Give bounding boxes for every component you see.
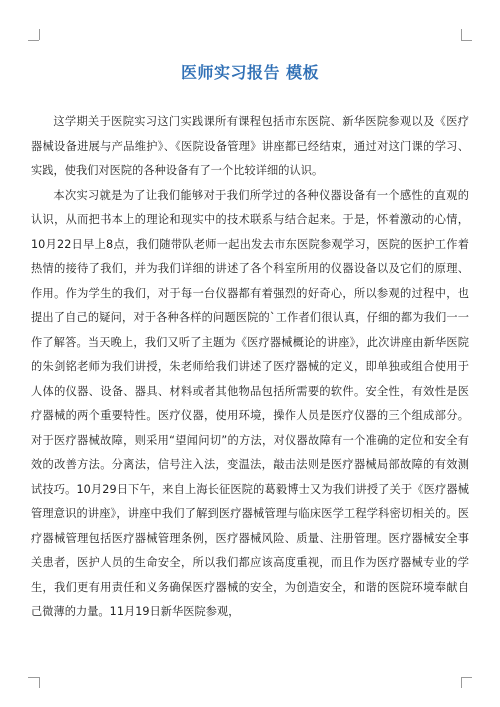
crop-mark-bottom-right-vertical bbox=[461, 677, 462, 688]
crop-mark-top-right-horizontal bbox=[461, 40, 472, 41]
document-body bbox=[31, 110, 469, 625]
crop-mark-top-left-horizontal bbox=[28, 40, 39, 41]
paragraph: 本次实习就是为了让我们能够对于我们所学过的各种仪器设备有一个感性的直观的认识，从而把书本上的理论和现实中的技术联系与结合起来。于是，怀着激动的心情，10月22日早上8点，我们随带队老师一起出发去市东医院参观学习，医院的医护工作着热情的接待了我们，并为我们详细的讲述了各个科室所用的仪器设备以及它们的原理、作用。作为学生的我们，对于每一台仪器都有着强烈的好奇心，所以参观的过程中，也提出了自己的疑问，对于各种各样的问题医院的`工作者们很认真，仔细的都为我们一一作了解答。当天晚上，我们又听了主题为《医疗器械概论的讲座》，此次讲座由新华医院的朱剑铭老师为我们讲授，朱老师给我们讲述了医疗器械的定义，即单独或组合使用于人体的仪器、设备、器具、材料或者其他物品包括所需要的软件。安全性，有效性是医疗器械的两个重要特性。医疗仪器，使用环境，操作人员是医疗仪器的三个组成部分。对于医疗器械故障，则采用“望闻问切”的方法，对仪器故障有一个准确的定位和安全有效的改善方法。分离法，信号注入法，变温法，敲击法则是医疗器械局部故障的有效测试技巧。10月29日下午，来自上海长征医院的葛毅博士又为我们讲授了关于《医疗器械管理意识的讲座》，讲座中我们了解到医疗器械管理与临床医学工程学科密切相关的。医疗器械管理包括医疗器械管理条例，医疗器械风险、质量、注册管理。医疗器械安全事关患者，医护人员的生命安全，所以我们都应该高度重视，而且作为医疗器械专业的学生，我们更有用责任和义务确保医疗器械的安全，为创造安全，和谐的医院环境奉献自己微薄的力量。11月19日新华医院参观， bbox=[31, 188, 469, 618]
crop-mark-top-right-vertical bbox=[461, 29, 462, 40]
crop-mark-bottom-left-vertical bbox=[39, 677, 40, 688]
crop-mark-bottom-left-horizontal bbox=[28, 677, 39, 678]
crop-mark-bottom-right-horizontal bbox=[461, 677, 472, 678]
paragraph: 这学期关于医院实习这门实践课所有课程包括市东医院、新华医院参观以及《医疗器械设备进展与产品维护》、《医院设备管理》讲座都已经结束，通过对这门课的学习、实践，使我们对医院的各种设备有了一个比较详细的认识。 bbox=[31, 115, 469, 177]
crop-mark-top-left-vertical bbox=[39, 29, 40, 40]
document-title: 医师实习报告 模板 bbox=[180, 63, 320, 82]
